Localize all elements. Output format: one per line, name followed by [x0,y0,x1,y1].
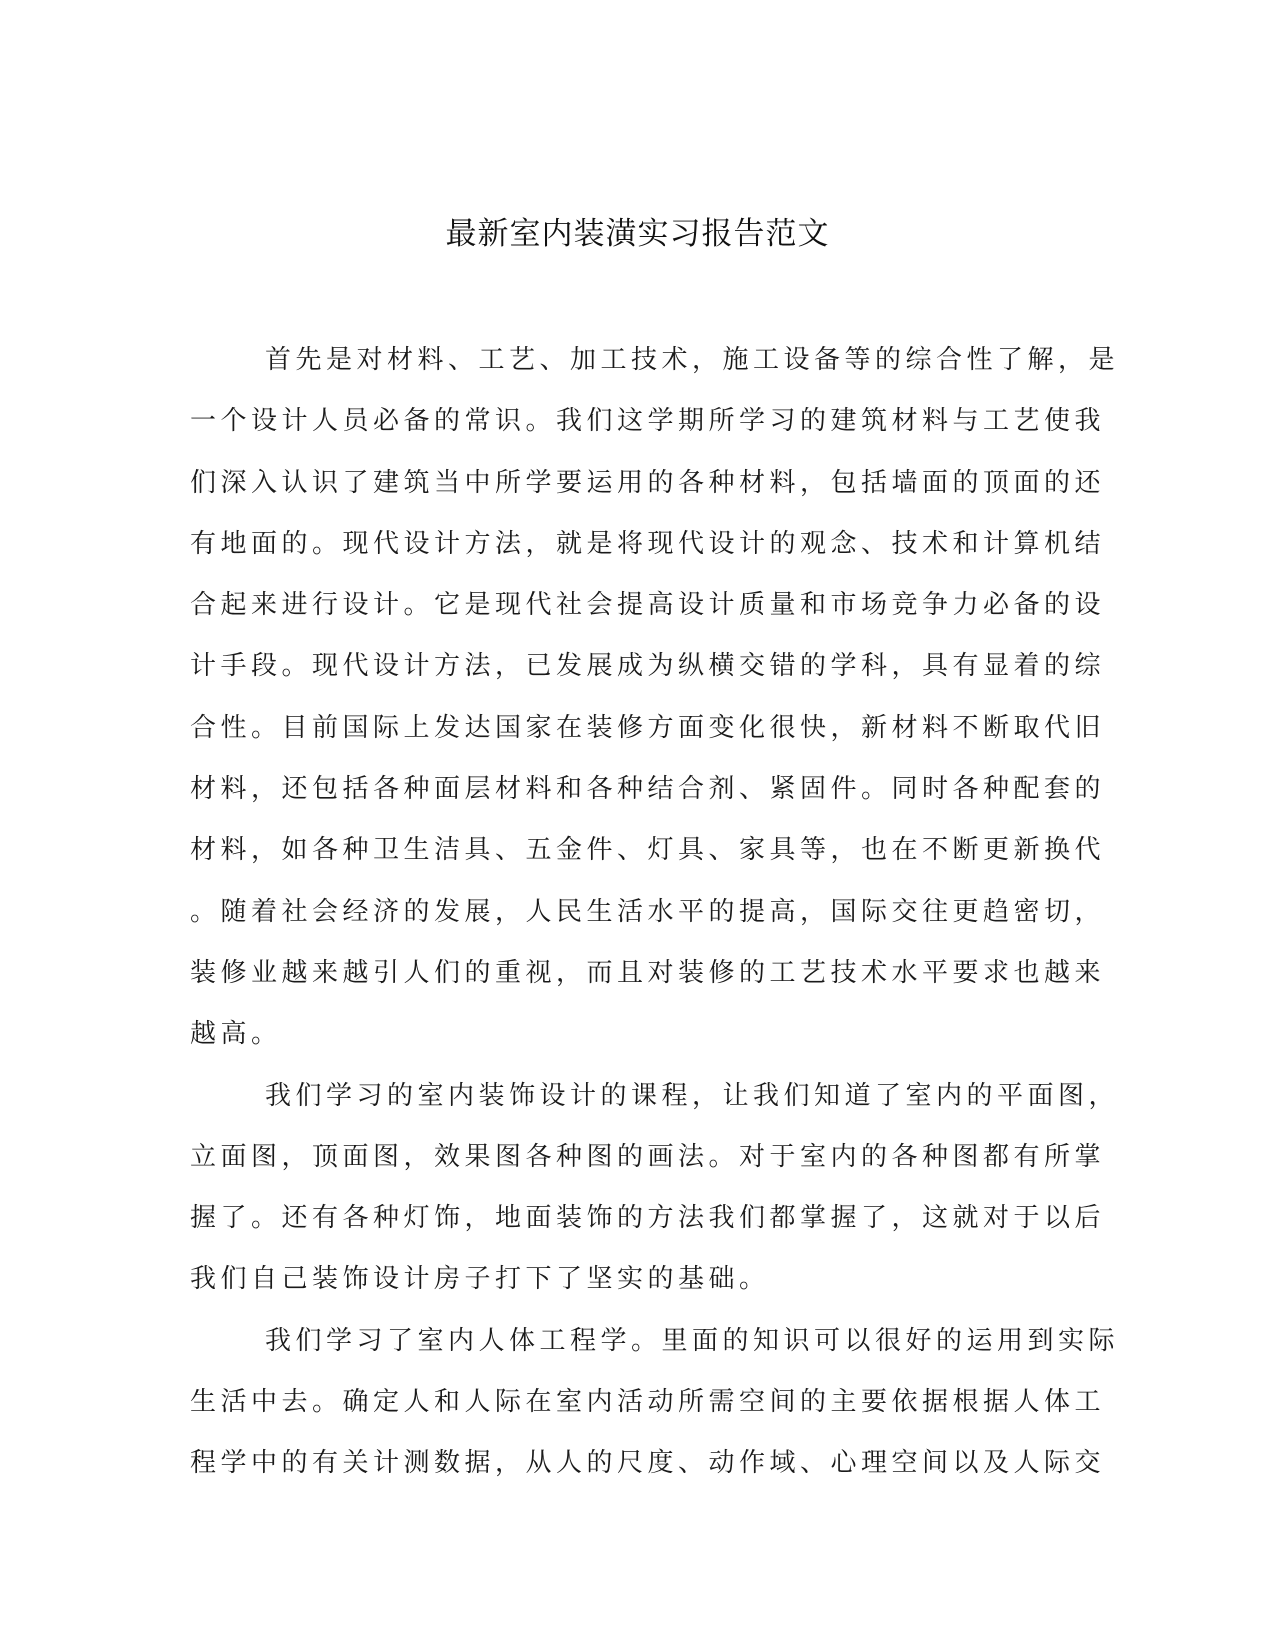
paragraph-line: 我们学习了室内人体工程学。里面的知识可以很好的运用到实际 [265,1325,1120,1356]
paragraph-line: 我们自己装饰设计房子打下了坚实的基础。 [190,1264,770,1295]
paragraph-line: 计手段。现代设计方法，已发展成为纵横交错的学科，具有显着的综 [190,651,1106,682]
paragraph-line: 生活中去。确定人和人际在室内活动所需空间的主要依据根据人体工 [190,1387,1106,1418]
paragraph-2 [190,1066,1120,1311]
paragraph-line: 材料，如各种卫生洁具、五金件、灯具、家具等，也在不断更新换代 [190,835,1106,866]
paragraph-line: 们深入认识了建筑当中所学要运用的各种材料，包括墙面的顶面的还 [190,467,1106,498]
paragraph-line: 材料，还包括各种面层材料和各种结合剂、紧固件。同时各种配套的 [190,774,1106,805]
paragraph-line: 。随着社会经济的发展，人民生活水平的提高，国际交往更趋密切， [190,896,1106,927]
paragraph-line: 越高。 [190,1019,282,1050]
paragraph-line: 立面图，顶面图，效果图各种图的画法。对于室内的各种图都有所掌 [190,1141,1106,1172]
paragraph-line: 合性。目前国际上发达国家在装修方面变化很快，新材料不断取代旧 [190,712,1106,743]
paragraph-line: 我们学习的室内装饰设计的课程，让我们知道了室内的平面图， [265,1080,1120,1111]
paragraph-3 [190,1311,1120,1495]
paragraph-line: 有地面的。现代设计方法，就是将现代设计的观念、技术和计算机结 [190,528,1106,559]
paragraph-line: 合起来进行设计。它是现代社会提高设计质量和市场竞争力必备的设 [190,590,1106,621]
paragraph-line: 装修业越来越引人们的重视，而且对装修的工艺技术水平要求也越来 [190,957,1106,988]
paragraph-line: 一个设计人员必备的常识。我们这学期所学习的建筑材料与工艺使我 [190,406,1106,437]
paragraph-line: 握了。还有各种灯饰，地面装饰的方法我们都掌握了，这就对于以后 [190,1203,1106,1234]
document-title: 最新室内装潢实习报告范文 [445,216,830,252]
paragraph-line: 首先是对材料、工艺、加工技术，施工设备等的综合性了解，是 [265,345,1120,375]
paragraph-line: 程学中的有关计测数据，从人的尺度、动作域、心理空间以及人际交 [190,1448,1106,1479]
paragraph-1 [190,330,1120,1066]
document-body [190,330,1120,1495]
